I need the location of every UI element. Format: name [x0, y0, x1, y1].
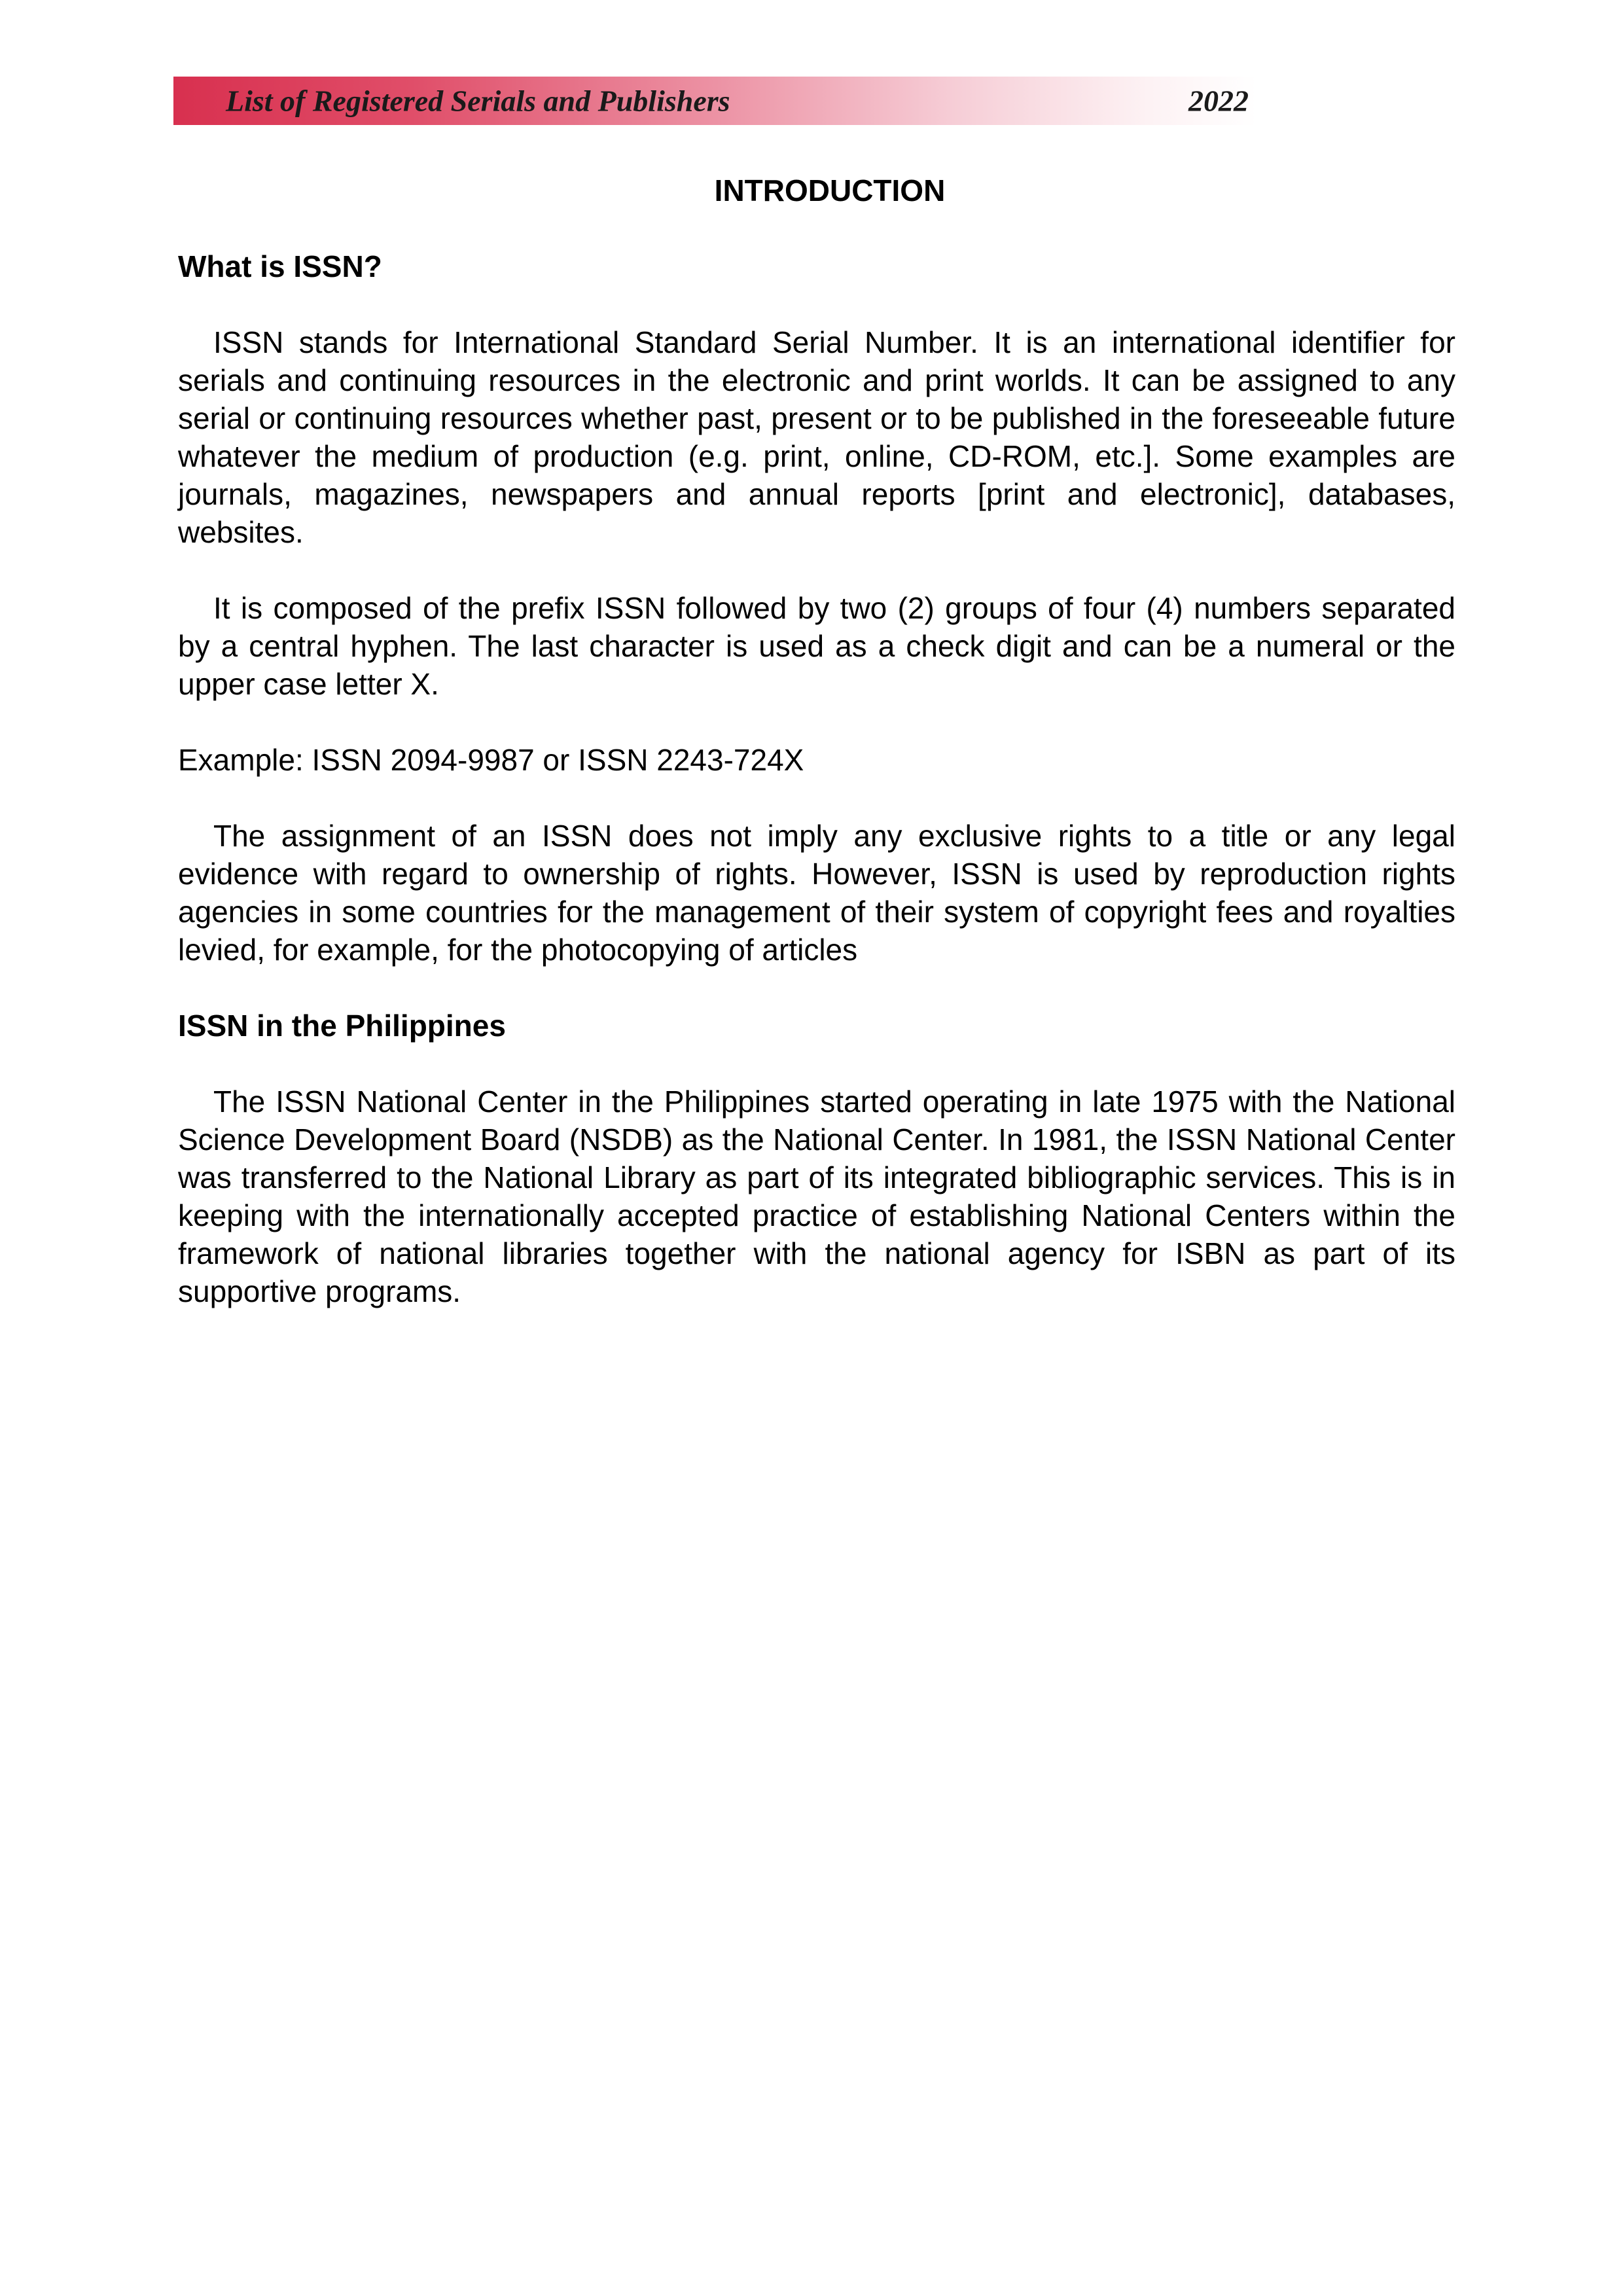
- header-title: List of Registered Serials and Publishers: [226, 84, 730, 118]
- paragraph-issn-rights: The assignment of an ISSN does not imply any exclusive rights to a title or any legal evidence with regard to ownership of rights. However, ISSN is used by reproduction rights agencies in some countries for the management of their system of copyright fees and royalties levied, for example, for the photocopying of articles: [178, 819, 1455, 967]
- section-heading-issn-philippines: ISSN in the Philippines: [178, 1009, 506, 1043]
- paragraph-issn-philippines-history: The ISSN National Center in the Philippines started operating in late 1975 with the National Science Development Board (NSDB) as the National Center. In 1981, the ISSN National Center was transferred to the National Library as part of its integrated bibliographic services. This is in keeping with the internationally accepted practice of establishing National Centers within the framework of national libraries together with the national agency for ISBN as part of its supportive programs.: [178, 1085, 1455, 1308]
- header-year: 2022: [1188, 84, 1249, 118]
- paragraph-issn-definition: ISSN stands for International Standard Serial Number. It is an international identifier for serials and continuing resources in the electronic and print worlds. It can be assigned to any serial or continuing resources whether past, present or to be published in the foreseeable future whatever the medium of production (e.g. print, online, CD-ROM, etc.]. Some examples are journals, magazines, newspapers and annual reports [print and electronic], databases, websites.: [178, 325, 1455, 549]
- document-body: [178, 171, 1455, 1348]
- paragraph-issn-example: Example: ISSN 2094-9987 or ISSN 2243-724X: [178, 743, 804, 777]
- page-title: INTRODUCTION: [714, 173, 946, 207]
- paragraph-issn-composition: It is composed of the prefix ISSN followed by two (2) groups of four (4) numbers separated by a central hyphen. The last character is used as a check digit and can be a numeral or the upper case letter X.: [178, 591, 1455, 701]
- running-header: [173, 77, 1257, 125]
- section-heading-what-is-issn: What is ISSN?: [178, 249, 382, 283]
